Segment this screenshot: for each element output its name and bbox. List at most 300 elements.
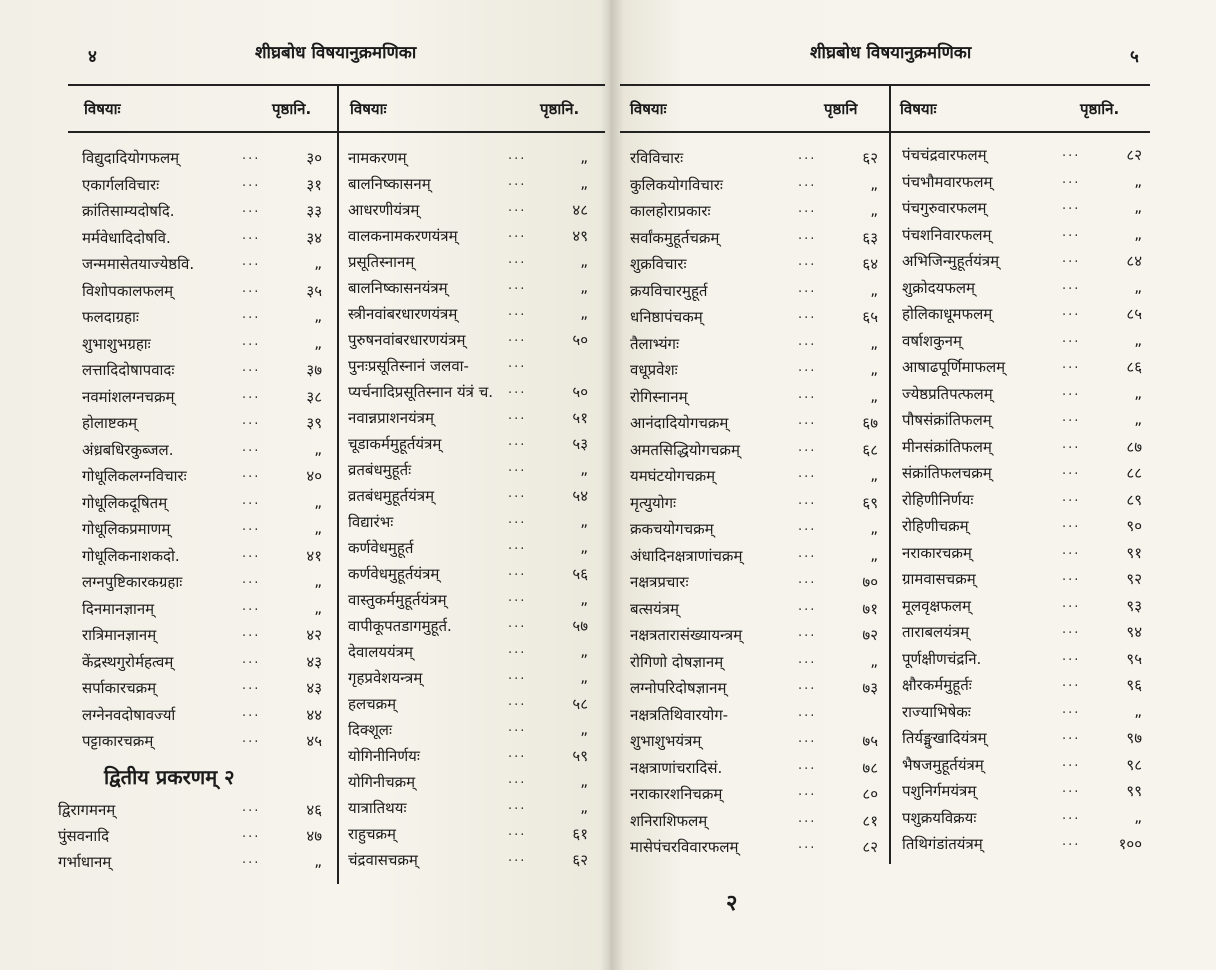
leader-dots: ... bbox=[1062, 277, 1081, 293]
toc-entry-page: „ bbox=[580, 772, 588, 790]
toc-row bbox=[902, 649, 1142, 675]
toc-row bbox=[630, 705, 878, 731]
toc-entry-title: नराकारशनिचक्रम् bbox=[630, 785, 723, 803]
leader-dots: ... bbox=[798, 625, 817, 640]
toc-entry-title: लत्तादिदोषापवादः bbox=[82, 361, 175, 379]
toc-entry-title: व्रतबंधमुहूर्तयंत्रम् bbox=[348, 487, 435, 505]
toc-row bbox=[82, 360, 322, 386]
toc-row bbox=[348, 798, 588, 824]
toc-entry-page: ४५ bbox=[306, 732, 322, 750]
toc-entry-title: फलदाग्रहाः bbox=[82, 308, 139, 326]
toc-row bbox=[348, 356, 588, 382]
toc-entry-page: ८६ bbox=[1126, 358, 1142, 376]
toc-entry-page: ६९ bbox=[862, 493, 878, 512]
leader-dots: ... bbox=[798, 174, 817, 190]
leader-dots: ... bbox=[242, 413, 261, 428]
toc-entry-page: ४३ bbox=[306, 652, 322, 671]
toc-row bbox=[82, 599, 322, 625]
leader-dots: ... bbox=[798, 413, 817, 428]
toc-entry-page: „ bbox=[1134, 224, 1142, 243]
leader-dots: ... bbox=[508, 486, 527, 501]
leader-dots: ... bbox=[242, 678, 261, 693]
toc-row bbox=[82, 625, 322, 651]
leader-dots: ... bbox=[508, 434, 527, 449]
toc-entry-page: ९७ bbox=[1126, 729, 1142, 747]
toc-entry-page: „ bbox=[314, 572, 322, 590]
toc-entry-page: „ bbox=[580, 252, 588, 270]
leader-dots: ... bbox=[798, 678, 817, 693]
toc-entry-title: रविविचारः bbox=[630, 149, 684, 167]
toc-entry-page: ४३ bbox=[306, 679, 322, 697]
toc-entry-page: ३१ bbox=[306, 175, 322, 194]
toc-row bbox=[348, 278, 588, 304]
toc-entry-page: „ bbox=[580, 460, 588, 478]
toc-entry-page: „ bbox=[1134, 277, 1142, 296]
toc-entry-page: ५३ bbox=[572, 435, 588, 453]
leader-dots: ... bbox=[1062, 410, 1081, 425]
toc-row bbox=[348, 148, 588, 174]
toc-row bbox=[348, 720, 588, 746]
leader-dots: ... bbox=[1062, 754, 1081, 770]
leader-dots: ... bbox=[508, 512, 527, 527]
toc-entry-page: „ bbox=[314, 307, 322, 325]
toc-entry-title: ग्रामवासचक्रम् bbox=[902, 570, 976, 588]
toc-entry-title: योगिनीचक्रम् bbox=[348, 773, 416, 791]
toc-entry-title: जन्ममासेतयाज्येष्ठवि. bbox=[82, 255, 195, 273]
toc-entry-page: ५६ bbox=[572, 565, 588, 583]
toc-entry-title: पूर्णक्षीणचंद्रनि. bbox=[902, 649, 982, 668]
toc-row bbox=[902, 331, 1142, 357]
toc-entry-page: „ bbox=[870, 386, 878, 405]
toc-entry-title: विद्युदादियोगफलम् bbox=[82, 149, 180, 167]
leader-dots: ... bbox=[1062, 648, 1081, 664]
toc-entry-page: „ bbox=[1134, 807, 1142, 826]
leader-dots: ... bbox=[508, 226, 527, 241]
toc-entry-page: ३० bbox=[306, 149, 322, 167]
toc-entry-title: शुक्रोदयफलम् bbox=[902, 278, 975, 297]
col4-head-subject: विषयाः bbox=[900, 100, 937, 118]
toc-entry-title: संक्रांतिफलचक्रम् bbox=[902, 464, 992, 482]
toc-entry-title: कुलिकयोगविचारः bbox=[630, 175, 723, 194]
toc-entry-page: „ bbox=[314, 254, 322, 272]
leader-dots: ... bbox=[1062, 701, 1081, 717]
toc-entry-page: ३३ bbox=[306, 202, 322, 220]
leader-dots: ... bbox=[798, 148, 817, 163]
leader-dots: ... bbox=[1062, 383, 1081, 399]
leader-dots: ... bbox=[1062, 436, 1081, 452]
toc-entry-title: नक्षत्रतारासंख्यायन्त्रम् bbox=[630, 626, 743, 644]
leader-dots: ... bbox=[1062, 728, 1081, 743]
toc-row bbox=[902, 357, 1142, 383]
toc-entry-page: „ bbox=[870, 201, 878, 219]
toc-row bbox=[82, 334, 322, 360]
leader-dots: ... bbox=[508, 460, 527, 475]
toc-entry-title: वर्षाशकुनम् bbox=[902, 331, 962, 350]
toc-entry-page: „ bbox=[870, 519, 878, 537]
toc-entry-title: गोधूलिकनाशकदो. bbox=[82, 546, 180, 565]
toc-row bbox=[348, 408, 588, 434]
toc-entry-page: ६२ bbox=[862, 149, 878, 167]
toc-entry-title: रोहिणीनिर्णयः bbox=[902, 490, 974, 509]
leader-dots: ... bbox=[1062, 357, 1081, 372]
leader-dots: ... bbox=[242, 466, 261, 481]
leader-dots: ... bbox=[1062, 145, 1081, 160]
toc-entry-page: „ bbox=[314, 519, 322, 537]
toc-entry-title: गोधूलिकदूषितम् bbox=[82, 493, 168, 512]
toc-row bbox=[348, 590, 588, 616]
toc-row bbox=[630, 360, 878, 386]
toc-entry-title: नराकारचक्रम् bbox=[902, 543, 972, 562]
leader-dots: ... bbox=[798, 651, 817, 667]
leader-dots: ... bbox=[508, 616, 527, 631]
toc-row bbox=[902, 304, 1142, 330]
toc-entry-title: अमतसिद्धियोगचक्रम् bbox=[630, 440, 740, 459]
toc-entry-title: क्रांतिसाम्यदोषदि. bbox=[82, 202, 175, 220]
leader-dots: ... bbox=[798, 360, 817, 375]
leader-dots: ... bbox=[798, 333, 817, 349]
right-header-rule bbox=[620, 131, 1150, 133]
toc-entry-title: नक्षत्रप्रचारः bbox=[630, 573, 689, 591]
toc-row bbox=[348, 668, 588, 694]
toc-entry-page: ७८ bbox=[862, 758, 878, 777]
leader-dots: ... bbox=[508, 382, 527, 397]
toc-entry-title: गोधूलिकलग्नविचारः bbox=[82, 467, 187, 485]
left-running-head: शीघ्रबोध विषयानुक्रमणिका bbox=[255, 43, 417, 63]
toc-entry-title: हलचक्रम् bbox=[348, 695, 397, 713]
toc-entry-title: मृत्युयोगः bbox=[630, 493, 677, 512]
toc-entry-title: सर्पाकारचक्रम् bbox=[82, 679, 157, 697]
toc-row bbox=[630, 228, 878, 254]
toc-entry-title: पंचचंद्रवारफलम् bbox=[902, 146, 987, 164]
leader-dots: ... bbox=[508, 850, 527, 865]
toc-row bbox=[902, 622, 1142, 648]
toc-entry-title: मर्मवेधादिदोषवि. bbox=[82, 228, 171, 247]
leader-dots: ... bbox=[242, 174, 261, 190]
leader-dots: ... bbox=[508, 798, 527, 813]
toc-row bbox=[82, 201, 322, 227]
col3-head-page: पृष्ठानि bbox=[824, 100, 858, 118]
toc-row bbox=[902, 596, 1142, 622]
toc-entry-page: ८५ bbox=[1126, 305, 1142, 323]
toc-row bbox=[348, 200, 588, 226]
toc-entry-title: रोगिणो दोषज्ञानम् bbox=[630, 652, 724, 671]
leader-dots: ... bbox=[508, 720, 527, 735]
toc-entry-title: अंध्रबधिरकुब्जल. bbox=[82, 440, 174, 459]
leader-dots: ... bbox=[1062, 489, 1081, 505]
toc-entry-title: चंद्रवासचक्रम् bbox=[348, 851, 418, 869]
toc-entry-title: वास्तुकर्ममुहूर्तयंत्रम् bbox=[348, 591, 447, 609]
toc-row bbox=[902, 755, 1142, 781]
toc-entry-title: पौषसंक्रांतिफलम् bbox=[902, 411, 992, 429]
toc-entry-title: ताराबलयंत्रम् bbox=[902, 623, 970, 641]
toc-entry-page: ७३ bbox=[862, 679, 878, 697]
toc-entry-page: ९३ bbox=[1126, 596, 1142, 615]
toc-entry-page: ८८ bbox=[1126, 464, 1142, 482]
toc-row bbox=[82, 281, 322, 307]
toc-row bbox=[348, 616, 588, 642]
leader-dots: ... bbox=[508, 746, 527, 761]
toc-entry-title: वधूप्रवेशः bbox=[630, 361, 678, 379]
toc-row bbox=[630, 546, 878, 572]
leader-dots: ... bbox=[1062, 675, 1081, 690]
toc-row bbox=[348, 304, 588, 330]
toc-entry-title: प्यर्चनादिप्रसूतिस्नान यंत्रं च. bbox=[348, 383, 493, 401]
leader-dots: ... bbox=[242, 386, 261, 402]
toc-entry-title: पंचगुरुवारफलम् bbox=[902, 199, 987, 217]
leader-dots: ... bbox=[242, 625, 261, 640]
toc-entry-title: नवमांशलग्नचक्रम् bbox=[82, 387, 175, 406]
toc-row bbox=[348, 564, 588, 590]
toc-entry-title: मीनसंक्रांतिफलम् bbox=[902, 437, 992, 456]
toc-entry-page: ९९ bbox=[1126, 782, 1142, 800]
section-title: द्वितीय प्रकरणम् २ bbox=[104, 765, 235, 789]
toc-entry-page: ९५ bbox=[1126, 649, 1142, 668]
toc-row bbox=[348, 642, 588, 668]
toc-entry-title: व्रतबंधमुहूर्तः bbox=[348, 461, 412, 479]
leader-dots: ... bbox=[1062, 198, 1081, 213]
toc-entry-page: „ bbox=[1134, 171, 1142, 190]
leader-dots: ... bbox=[1062, 304, 1081, 319]
toc-entry-title: दिनमानज्ञानम् bbox=[82, 599, 155, 618]
leader-dots: ... bbox=[508, 824, 527, 839]
leader-dots: ... bbox=[508, 330, 527, 345]
toc-entry-page: „ bbox=[870, 333, 878, 352]
leader-dots: ... bbox=[1062, 569, 1081, 584]
leader-dots: ... bbox=[1062, 622, 1081, 637]
leader-dots: ... bbox=[242, 545, 261, 561]
toc-entry-page: „ bbox=[580, 798, 588, 816]
leader-dots: ... bbox=[508, 252, 527, 267]
leader-dots: ... bbox=[242, 519, 261, 534]
leader-dots: ... bbox=[242, 800, 261, 815]
toc-entry-title: क्रकचयोगचक्रम् bbox=[630, 520, 714, 538]
toc-entry-page: ४९ bbox=[572, 227, 588, 245]
toc-row bbox=[902, 145, 1142, 171]
toc-row bbox=[348, 460, 588, 486]
toc-entry-title: विशोपकालफलम् bbox=[82, 281, 174, 300]
toc-entry-page: ६७ bbox=[862, 414, 878, 432]
leader-dots: ... bbox=[508, 278, 527, 293]
toc-entry-page: ६८ bbox=[862, 440, 878, 459]
toc-entry-title: पंचभौमवारफलम् bbox=[902, 172, 993, 191]
right-column-divider bbox=[889, 84, 891, 864]
col1-head-subject: विषयाः bbox=[84, 100, 121, 118]
toc-row bbox=[82, 440, 322, 466]
toc-row bbox=[630, 201, 878, 227]
toc-entry-page: ६५ bbox=[862, 308, 878, 326]
toc-entry-page: ९४ bbox=[1126, 623, 1142, 641]
right-running-head: शीघ्रबोध विषयानुक्रमणिका bbox=[810, 43, 972, 63]
toc-row bbox=[348, 174, 588, 200]
toc-entry-title: बालनिष्कासनम् bbox=[348, 175, 431, 193]
toc-entry-title: प्रसूतिस्नानम् bbox=[348, 253, 415, 271]
toc-entry-title: पशुक्रयविक्रयः bbox=[902, 808, 977, 827]
left-page-number: ४ bbox=[88, 47, 97, 67]
toc-entry-page: „ bbox=[580, 590, 588, 608]
toc-entry-title: लग्नपुष्टिकारकग्रहाः bbox=[82, 573, 183, 591]
toc-entry-title: सर्वांकमुहूर्तचक्रम् bbox=[630, 228, 720, 247]
leader-dots: ... bbox=[798, 572, 817, 587]
toc-entry-page: ३८ bbox=[306, 387, 322, 406]
toc-entry-page: ६१ bbox=[572, 825, 588, 843]
toc-entry-page: „ bbox=[314, 598, 322, 617]
leader-dots: ... bbox=[508, 590, 527, 605]
toc-entry-title: अभिजिन्मुहूर्तयंत्रम् bbox=[902, 252, 1000, 270]
toc-row bbox=[630, 148, 878, 174]
toc-entry-title: पट्टाकारचक्रम् bbox=[82, 732, 154, 750]
toc-entry-page: ९६ bbox=[1126, 676, 1142, 694]
leader-dots: ... bbox=[1062, 516, 1081, 531]
toc-entry-page: „ bbox=[870, 360, 878, 378]
toc-entry-page: „ bbox=[870, 466, 878, 484]
toc-row bbox=[630, 493, 878, 519]
toc-entry-page: „ bbox=[870, 651, 878, 670]
leader-dots: ... bbox=[242, 201, 261, 216]
toc-entry-title: शुक्रविचारः bbox=[630, 255, 687, 273]
leader-dots: ... bbox=[242, 254, 261, 269]
toc-entry-page: „ bbox=[1134, 330, 1142, 349]
toc-row bbox=[630, 599, 878, 625]
leader-dots: ... bbox=[798, 386, 817, 402]
toc-entry-page: ८० bbox=[862, 785, 878, 803]
toc-entry-page: ४८ bbox=[572, 201, 588, 219]
toc-entry-page: „ bbox=[580, 278, 588, 296]
toc-entry-page: „ bbox=[870, 280, 878, 299]
toc-entry-title: शनिराशिफलम् bbox=[630, 811, 708, 830]
toc-entry-title: रोहिणीचक्रम् bbox=[902, 517, 969, 535]
toc-row bbox=[82, 519, 322, 545]
toc-row bbox=[82, 148, 322, 174]
toc-entry-title: नक्षत्राणांचरादिसं. bbox=[630, 758, 723, 777]
col4-head-page: पृष्ठानि. bbox=[1080, 100, 1120, 118]
book-gutter bbox=[600, 0, 624, 970]
leader-dots: ... bbox=[1062, 542, 1081, 558]
toc-entry-title: ज्येष्ठप्रतिपत्फलम् bbox=[902, 384, 993, 403]
toc-entry-page: ५० bbox=[572, 383, 588, 401]
leader-dots: ... bbox=[1062, 171, 1081, 187]
toc-entry-title: स्त्रीनवांबरधारणयंत्रम् bbox=[348, 305, 458, 323]
leader-dots: ... bbox=[508, 668, 527, 683]
leader-dots: ... bbox=[798, 837, 817, 852]
toc-entry-title: अंधादिनक्षत्राणांचक्रम् bbox=[630, 546, 743, 565]
toc-entry-page: „ bbox=[580, 512, 588, 530]
toc-entry-title: आनंदादियोगचक्रम् bbox=[630, 414, 729, 432]
toc-row bbox=[630, 731, 878, 757]
leader-dots: ... bbox=[798, 280, 817, 296]
toc-row bbox=[630, 466, 878, 492]
toc-entry-page: ७२ bbox=[862, 626, 878, 644]
toc-entry-page: ९२ bbox=[1126, 570, 1142, 588]
leader-dots: ... bbox=[508, 538, 527, 553]
leader-dots: ... bbox=[508, 408, 527, 423]
toc-entry-page: ४७ bbox=[306, 827, 322, 845]
toc-row bbox=[82, 572, 322, 598]
toc-entry-title: आधरणीयंत्रम् bbox=[348, 201, 420, 219]
toc-entry-page: „ bbox=[1134, 701, 1142, 720]
toc-entry-title: पंचशनिवारफलम् bbox=[902, 225, 992, 244]
toc-entry-title: विद्यारंभः bbox=[348, 513, 394, 531]
toc-row bbox=[630, 175, 878, 201]
toc-row bbox=[630, 307, 878, 333]
leader-dots: ... bbox=[1062, 251, 1081, 266]
toc-row bbox=[902, 410, 1142, 436]
toc-row bbox=[82, 228, 322, 254]
leader-dots: ... bbox=[242, 826, 261, 841]
toc-entry-title: धनिष्ठापंचकम् bbox=[630, 308, 703, 326]
toc-row bbox=[348, 252, 588, 278]
toc-row bbox=[902, 516, 1142, 542]
leader-dots: ... bbox=[508, 304, 527, 319]
toc-row bbox=[58, 852, 322, 878]
toc-entry-title: कर्णवेधमुहूर्त bbox=[348, 539, 414, 557]
toc-row bbox=[902, 728, 1142, 754]
toc-entry-page: ३४ bbox=[306, 228, 322, 247]
toc-entry-title: नक्षत्रतिथिवारयोग- bbox=[630, 705, 729, 724]
leader-dots: ... bbox=[798, 598, 817, 614]
toc-row bbox=[82, 254, 322, 280]
leader-dots: ... bbox=[242, 360, 261, 375]
toc-row bbox=[902, 437, 1142, 463]
leader-dots: ... bbox=[508, 564, 527, 579]
toc-entry-page: ८१ bbox=[862, 811, 878, 830]
toc-entry-page: ४६ bbox=[306, 801, 322, 819]
toc-entry-page: ८२ bbox=[862, 838, 878, 856]
toc-entry-page: „ bbox=[870, 545, 878, 564]
toc-entry-page: ५१ bbox=[572, 409, 588, 427]
toc-row bbox=[348, 746, 588, 772]
leader-dots: ... bbox=[798, 227, 817, 243]
right-page-number: ५ bbox=[1130, 47, 1139, 67]
leader-dots: ... bbox=[508, 694, 527, 709]
leader-dots: ... bbox=[798, 784, 817, 799]
leader-dots: ... bbox=[508, 200, 527, 215]
toc-entry-page: „ bbox=[580, 148, 588, 166]
col3-head-subject: विषयाः bbox=[630, 100, 667, 118]
toc-entry-title: केंद्रस्थगुरोर्महत्वम् bbox=[82, 652, 174, 671]
leader-dots: ... bbox=[508, 148, 527, 163]
toc-entry-title: नामकरणम् bbox=[348, 149, 407, 167]
toc-entry-title: पशुनिर्गमयंत्रम् bbox=[902, 782, 977, 800]
toc-entry-page: „ bbox=[314, 333, 322, 352]
toc-row bbox=[902, 808, 1142, 834]
toc-entry-title: चूडाकर्ममुहूर्तयंत्रम् bbox=[348, 435, 442, 453]
col2-head-page: पृष्ठानि. bbox=[540, 100, 580, 118]
toc-entry-page: „ bbox=[580, 642, 588, 660]
toc-entry-page: ५० bbox=[572, 331, 588, 349]
leader-dots: ... bbox=[242, 280, 261, 296]
toc-entry-title: शुभाशुभग्रहाः bbox=[82, 334, 151, 353]
toc-row bbox=[902, 569, 1142, 595]
toc-row bbox=[902, 675, 1142, 701]
toc-entry-page: „ bbox=[314, 492, 322, 511]
toc-entry-title: गर्भाधानम् bbox=[58, 853, 112, 871]
toc-entry-page: „ bbox=[314, 439, 322, 458]
toc-row bbox=[902, 384, 1142, 410]
leader-dots: ... bbox=[798, 545, 817, 561]
toc-row bbox=[82, 175, 322, 201]
toc-entry-page: ४१ bbox=[306, 546, 322, 565]
leader-dots: ... bbox=[242, 307, 261, 322]
toc-row bbox=[630, 678, 878, 704]
toc-row bbox=[630, 387, 878, 413]
toc-entry-page: ४० bbox=[306, 467, 322, 485]
toc-entry-page: ९१ bbox=[1126, 543, 1142, 562]
toc-row bbox=[348, 512, 588, 538]
toc-row bbox=[902, 702, 1142, 728]
leader-dots: ... bbox=[508, 356, 527, 371]
toc-entry-title: बालनिष्कासनयंत्रम् bbox=[348, 279, 448, 297]
toc-entry-title: तैलाभ्यंगः bbox=[630, 334, 680, 353]
